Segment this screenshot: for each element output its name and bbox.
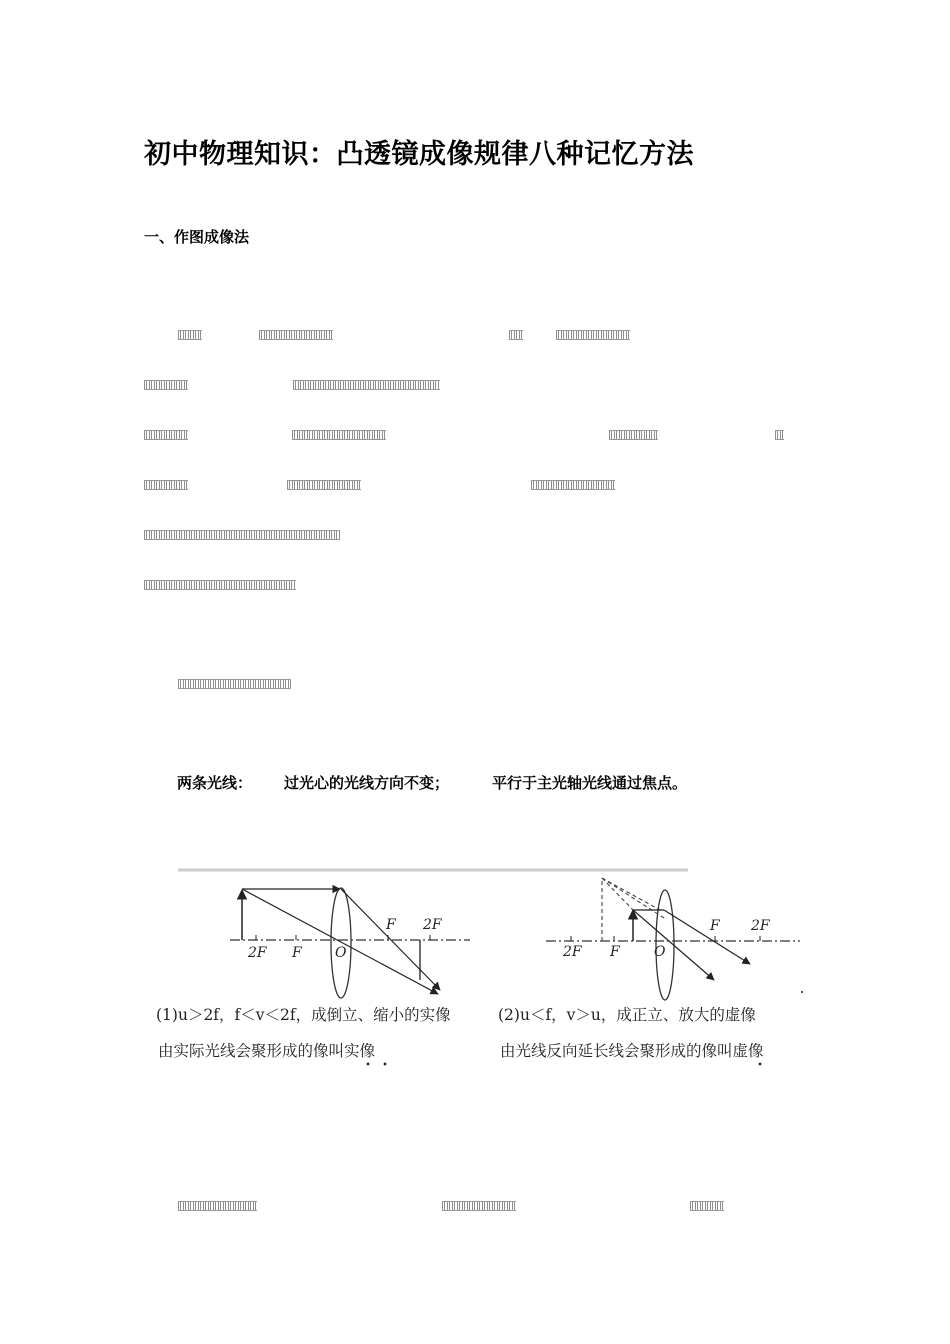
caption-real-image: (1)u＞2f，f＜v＜2f，成倒立、缩小的实像: [156, 1006, 451, 1024]
label-2f-left: 2F: [248, 945, 267, 961]
section-heading: 一、作图成像法: [144, 228, 250, 246]
label-2f-left: 2F: [563, 944, 582, 960]
caption-virtual-image: (2)u＜f，v＞u，成正立、放大的虚像: [498, 1006, 756, 1024]
rule-line-1: 过光心的光线方向不变；: [284, 774, 450, 792]
page-title: 初中物理知识：凸透镜成像规律八种记忆方法: [144, 139, 694, 170]
caption-real-image-definition: 由实际光线会聚形成的像叫实像: [158, 1042, 376, 1060]
label-2f-right: 2F: [423, 917, 442, 933]
label-o: O: [654, 944, 666, 960]
label-f-right: F: [386, 917, 396, 933]
label-2f-right: 2F: [751, 918, 770, 934]
real-image-diagram: [156, 888, 470, 1065]
virtual-image-diagram: [498, 878, 803, 1065]
label-f-right: F: [710, 918, 720, 934]
rule-label: 两条光线：: [177, 774, 253, 792]
convex-lens-figure: [148, 868, 804, 1074]
label-o: O: [335, 945, 347, 961]
caption-virtual-image-definition: 由光线反向延长线会聚形成的像叫虚像: [500, 1042, 764, 1060]
rule-line-2: 平行于主光轴光线通过焦点。: [492, 774, 688, 792]
label-f-left: F: [292, 945, 302, 961]
label-f-left: F: [610, 944, 620, 960]
